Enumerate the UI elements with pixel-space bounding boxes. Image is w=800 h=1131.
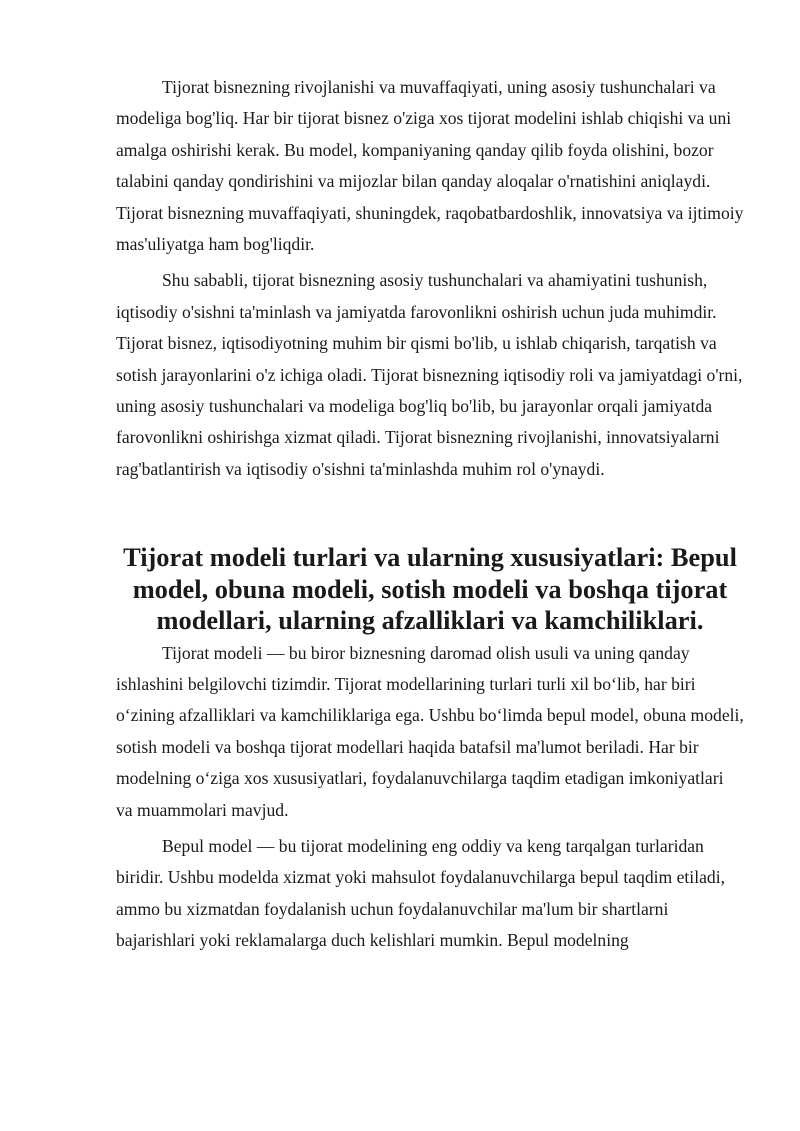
paragraph-intro-1: Tijorat bisnezning rivojlanishi va muvaffaqiyati, uning asosiy tushunchalari va modeliga bog'liq. Har bir tijorat bisnez o'ziga xos tijorat modelini ishlab chiqishi va uni amalga oshirishi kerak. Bu model, kompaniyaning qanday qilib foyda olishini, bozor talabini qanday qondirishini va mijozlar bilan qanday aloqalar o'rnatishini aniqlaydi. Tijorat bisnezning muvaffaqiyati, shuningdek, raqobatbardoshlik, innovatsiya va ijtimoiy mas'uliyatga ham bog'liqdir.	[116, 77, 744, 255]
section-heading: Tijorat modeli turlari va ularning xususiyatlari: Bepul model, obuna modeli, sotish modeli va boshqa tijorat modellari, ularning afzalliklari va kamchiliklari.	[123, 542, 737, 636]
paragraph-section-1: Tijorat modeli — bu biror biznesning daromad olish usuli va uning qanday ishlashini belgilovchi tizimdir. Tijorat modellarining turlari turli xil bo‘lib, har biri o‘zining afzalliklari va kamchiliklariga ega. Ushbu bo‘limda bepul model, obuna modeli, sotish modeli va boshqa tijorat modellari haqida batafsil ma'lumot beriladi. Har bir modelning o‘ziga xos xususiyatlari, foydalanuvchilarga taqdim etadigan imkoniyatlari va muammolari mavjud.	[116, 642, 744, 820]
paragraph-intro-2: Shu sababli, tijorat bisnezning asosiy tushunchalari va ahamiyatini tushunish, iqtisodiy o'sishni ta'minlash va jamiyatda farovonlikni oshirish uchun juda muhimdir. Tijorat bisnez, iqtisodiyotning muhim bir qismi bo'lib, u ishlab chiqarish, tarqatish va sotish jarayonlarini o'z ichiga oladi. Tijorat bisnezning iqtisodiy roli va jamiyatdagi o'rni, uning asosiy tushunchalari va modeliga bog'liq bo'lib, bu jarayonlar orqali jamiyatda farovonlikni oshirishga xizmat qiladi. Tijorat bisnezning rivojlanishi, innovatsiyalarni rag'batlantirish va iqtisodiy o'sishni ta'minlashda muhim rol o'ynaydi.	[116, 270, 743, 479]
paragraph-section-2: Bepul model — bu tijorat modelining eng oddiy va keng tarqalgan turlaridan biridir. Ushbu modelda xizmat yoki mahsulot foydalanuvchilarga bepul taqdim etiladi, ammo bu xizmatdan foydalanish uchun foydalanuvchilar ma'lum bir shartlarni bajarishlari yoki reklamalarga duch kelishlari mumkin. Bepul modelning	[116, 835, 725, 951]
document-body	[116, 72, 744, 957]
